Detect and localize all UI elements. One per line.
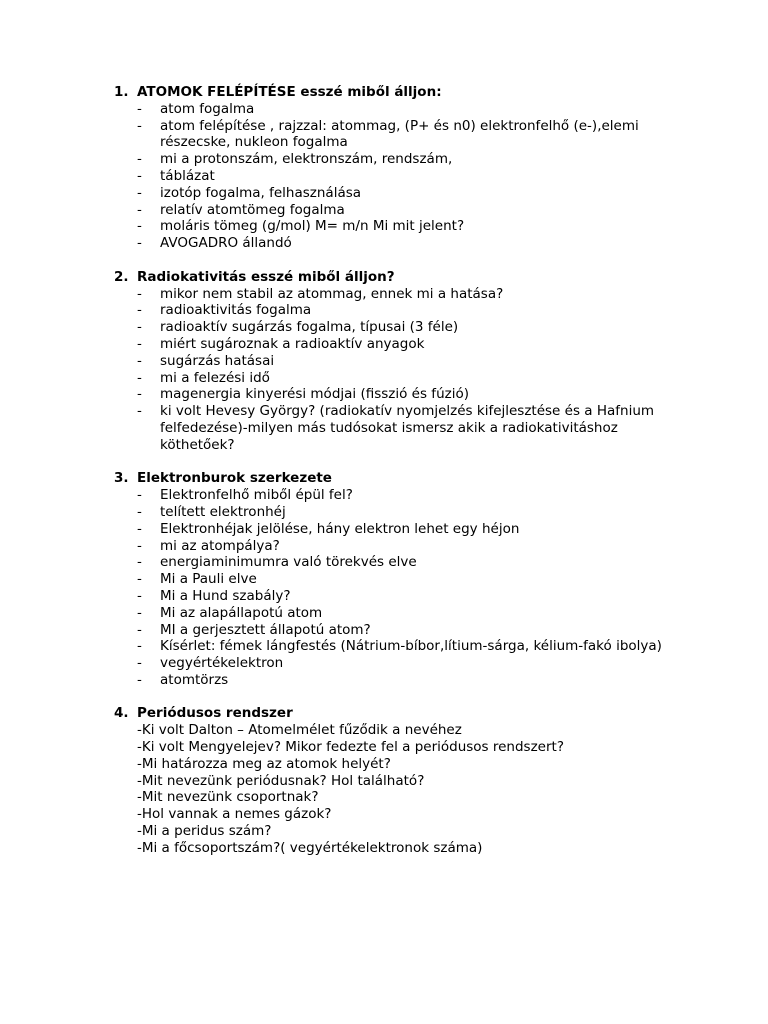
dash-marker: - [137, 503, 142, 520]
dash-marker: - [137, 638, 142, 655]
section-number: 3. [114, 470, 129, 487]
dash-marker: - [137, 201, 142, 218]
item-text: Mi az alapállapotú atom [160, 604, 323, 621]
dash-marker: - [137, 302, 142, 319]
section-radioactivity [0, 269, 768, 454]
dash-marker: - [137, 117, 142, 134]
item-text: atom felépítése , rajzzal: atommag, (P+ és n0) elektronfelhő (e-),elemi részecske, nukleon fogalma [160, 117, 639, 151]
list-item: -Ki volt Mengyelejev? Mikor fedezte fel a periódusos rendszert? [137, 739, 564, 756]
list-item: -Hol vannak a nemes gázok? [137, 806, 332, 823]
list-item [0, 655, 768, 672]
item-text: Mi a Hund szabály? [160, 587, 291, 604]
list-item [0, 672, 768, 689]
item-text: Mi a Pauli elve [160, 571, 257, 588]
list-item [0, 319, 768, 336]
list-item [0, 151, 768, 168]
list-item [0, 487, 768, 504]
item-text: MI a gerjesztett állapotú atom? [160, 621, 371, 638]
dash-marker: - [137, 235, 142, 252]
dash-marker: - [137, 386, 142, 403]
document-page [0, 84, 768, 873]
item-text: miért sugároznak a radioaktív anyagok [160, 335, 425, 352]
section-number: 4. [114, 705, 129, 722]
list-item: -Ki volt Dalton – Atomelmélet fűződik a nevéhez [137, 722, 462, 739]
section-title: Radiokativitás esszé miből álljon? [137, 268, 395, 285]
list-item: -Mi a főcsoportszám?( vegyértékelektronok száma) [137, 839, 483, 856]
item-text: mi az atompálya? [160, 537, 280, 554]
list-item: -Mi a peridus szám? [137, 823, 272, 840]
dash-marker: - [137, 335, 142, 352]
list-item [0, 403, 768, 453]
list-item [0, 101, 768, 118]
dash-marker: - [137, 554, 142, 571]
item-text: moláris tömeg (g/mol) M= m/n Mi mit jelent? [160, 218, 465, 235]
section-heading [0, 269, 768, 286]
item-text: radioaktivitás fogalma [160, 302, 312, 319]
list-item [0, 336, 768, 353]
list-item [0, 286, 768, 303]
item-list [0, 286, 768, 454]
dash-marker: - [137, 151, 142, 168]
item-text: telített elektronhéj [160, 503, 286, 520]
dash-marker: - [137, 520, 142, 537]
dash-marker: - [137, 587, 142, 604]
item-text: sugárzás hatásai [160, 352, 275, 369]
section-number: 1. [114, 84, 129, 100]
list-item [0, 571, 768, 588]
item-text: mi a felezési idő [160, 369, 270, 386]
section-title: Periódusos rendszer [137, 705, 293, 722]
dash-marker: - [137, 319, 142, 336]
section-periodic-table [0, 705, 768, 856]
item-text: Elektronfelhő miből épül fel? [160, 487, 353, 504]
dash-marker: - [137, 352, 142, 369]
list-item [0, 370, 768, 387]
list-item [0, 588, 768, 605]
list-item [0, 202, 768, 219]
dash-marker: - [137, 604, 142, 621]
dash-marker: - [137, 100, 142, 117]
dash-marker: - [137, 403, 142, 420]
item-list [0, 487, 768, 689]
section-electron-shell [0, 470, 768, 688]
section-number: 2. [114, 268, 129, 285]
list-item [0, 521, 768, 538]
section-atom-structure [0, 84, 768, 252]
section-heading [0, 705, 768, 722]
item-text: Elektronhéjak jelölése, hány elektron lehet egy héjon [160, 520, 520, 537]
list-item: -Mit nevezünk csoportnak? [137, 789, 319, 806]
dash-marker: - [137, 369, 142, 386]
dash-marker: - [137, 218, 142, 235]
list-item [0, 622, 768, 639]
item-text: mi a protonszám, elektronszám, rendszám, [160, 151, 453, 168]
list-item: -Mit nevezünk periódusnak? Hol található? [137, 772, 425, 789]
item-text: relatív atomtömeg fogalma [160, 201, 345, 218]
list-item [0, 638, 768, 655]
item-text: radioaktív sugárzás fogalma, típusai (3 féle) [160, 319, 459, 336]
list-item [0, 185, 768, 202]
list-item [0, 386, 768, 403]
list-item [0, 302, 768, 319]
item-text: energiaminimumra való törekvés elve [160, 554, 417, 571]
list-item [0, 605, 768, 622]
list-item [0, 235, 768, 252]
dash-marker: - [137, 571, 142, 588]
item-text: Kísérlet: fémek lángfestés (Nátrium-bíbor,lítium-sárga, kélium-fakó ibolya) [160, 638, 662, 655]
section-title: Elektronburok szerkezete [137, 470, 332, 487]
list-item [0, 353, 768, 370]
list-item [0, 118, 768, 152]
list-item [0, 538, 768, 555]
item-text: AVOGADRO állandó [160, 235, 292, 252]
dash-marker: - [137, 167, 142, 184]
dash-marker: - [137, 671, 142, 688]
list-item [0, 218, 768, 235]
list-item [0, 504, 768, 521]
item-text: ki volt Hevesy György? (radiokatív nyomjelzés kifejlesztése és a Hafnium felfedezése)-milyen más tudósokat ismersz akik a radiokativitáshoz köthetőek? [160, 403, 655, 453]
dash-marker: - [137, 184, 142, 201]
item-text: magenergia kinyerési módjai (fisszió és fúzió) [160, 386, 469, 403]
section-heading [0, 84, 768, 101]
item-text: vegyértékelektron [160, 655, 284, 672]
dash-marker: - [137, 537, 142, 554]
dash-marker: - [137, 621, 142, 638]
item-text: mikor nem stabil az atommag, ennek mi a hatása? [160, 285, 504, 302]
item-text: atom fogalma [160, 100, 255, 117]
list-item [0, 554, 768, 571]
dash-marker: - [137, 487, 142, 504]
item-text: táblázat [160, 167, 215, 184]
section-heading [0, 470, 768, 487]
item-text: izotóp fogalma, felhasználása [160, 184, 362, 201]
item-list [0, 101, 768, 252]
list-item [0, 168, 768, 185]
dash-marker: - [137, 285, 142, 302]
dash-marker: - [137, 655, 142, 672]
list-item: -Mi határozza meg az atomok helyét? [137, 755, 391, 772]
item-list [0, 722, 768, 856]
section-title: ATOMOK FELÉPÍTÉSE esszé miből álljon: [137, 84, 442, 100]
item-text: atomtörzs [160, 671, 229, 688]
